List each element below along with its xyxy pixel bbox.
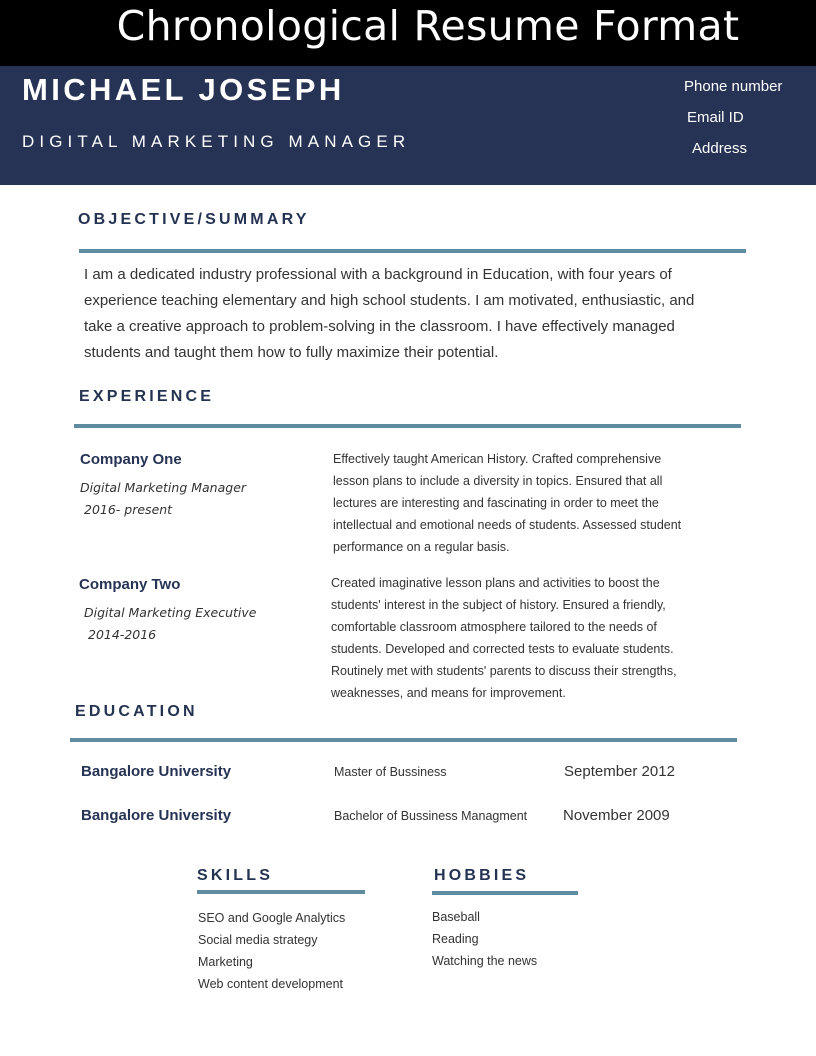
skills-heading: SKILLS [197,867,274,884]
job-description-line: lectures are interesting and fascinating in order to meet the [333,496,659,510]
education-degree: Master of Bussiness [334,765,447,779]
objective-heading: OBJECTIVE/SUMMARY [78,211,310,228]
job-description-line: students. Developed and corrected tests to evaluate students. [331,642,674,656]
skill-item: Marketing [198,955,253,969]
hobby-item: Reading [432,932,479,946]
contact-address: Address [692,140,748,157]
hobbies-list [432,906,537,972]
job-description-line: performance on a regular basis. [333,540,510,554]
candidate-name: MICHAEL JOSEPH [22,72,345,107]
skill-item: Web content development [198,977,344,991]
skills-rule [197,890,365,894]
job-description-line: students' interest in the subject of history. Ensured a friendly, [331,598,666,612]
job-dates: 2016- present [84,502,173,517]
education-school: Bangalore University [81,807,232,824]
objective-text [84,262,744,366]
job-description-line: Created imaginative lesson plans and activities to boost the [331,576,660,590]
job-company: Company One [80,451,182,468]
objective-line: I am a dedicated industry professional with a background in Education, with four years of [84,266,672,283]
hobby-item: Watching the news [432,954,538,968]
contact-phone: Phone number [684,78,783,95]
job-role: Digital Marketing Executive [84,605,257,620]
objective-line: take a creative approach to problem-solving in the classroom. I have effectively managed [84,318,675,335]
hobbies-rule [432,891,578,895]
experience-rule [74,424,741,428]
skill-item: SEO and Google Analytics [198,911,346,925]
job-description-line: Routinely met with students' parents to discuss their strengths, [331,664,677,678]
job-company: Company Two [79,576,181,593]
job-description-line: lesson plans to include a diversity in topics. Ensured that all [333,474,663,488]
contact-email: Email ID [687,109,744,126]
job-description-line: intellectual and emotional needs of students. Assessed student [333,518,682,532]
education-heading: EDUCATION [75,703,198,720]
objective-rule [79,249,746,253]
education-date: September 2012 [564,763,675,780]
job-description-line: weaknesses, and means for improvement. [331,686,566,700]
job-description-line: comfortable classroom atmosphere tailored to the needs of [331,620,657,634]
job-description [331,572,711,704]
hobby-item: Baseball [432,910,480,924]
skill-item: Social media strategy [198,933,318,947]
skills-list [198,907,345,995]
job-description-line: Effectively taught American History. Crafted comprehensive [333,452,662,466]
job-role: Digital Marketing Manager [80,480,247,495]
candidate-role: DIGITAL MARKETING MANAGER [22,132,411,151]
hobbies-heading: HOBBIES [434,867,530,884]
education-date: November 2009 [563,807,670,824]
education-rule [70,738,737,742]
experience-heading: EXPERIENCE [79,388,215,405]
job-description [333,448,713,558]
objective-line: experience teaching elementary and high school students. I am motivated, enthusiastic, and [84,292,695,309]
job-dates: 2014-2016 [88,627,157,642]
objective-line: students and taught them how to fully maximize their potential. [84,344,499,361]
page-title: Chronological Resume Format [116,2,740,50]
education-degree: Bachelor of Bussiness Managment [334,809,528,823]
education-school: Bangalore University [81,763,232,780]
